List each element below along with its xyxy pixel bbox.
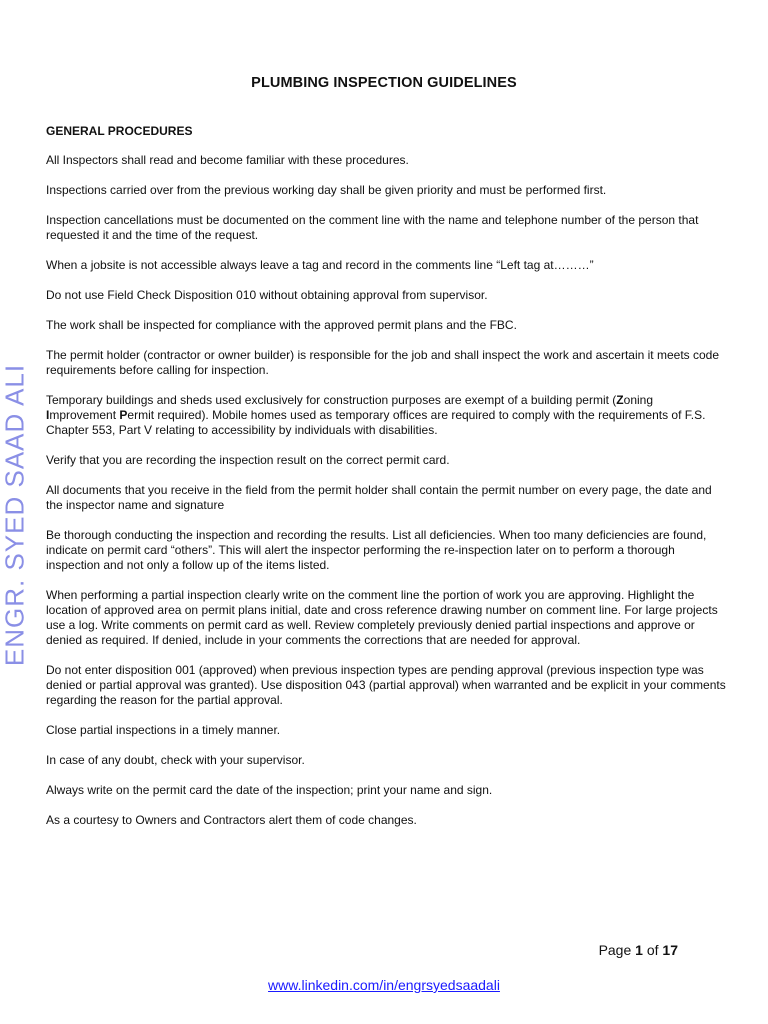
paragraph: Close partial inspections in a timely manner. (46, 723, 281, 737)
paragraph: When a jobsite is not accessible always leave a tag and record in the comments line “Left tag at………” (46, 258, 594, 272)
paragraph: Verify that you are recording the inspection result on the correct permit card. (46, 453, 450, 467)
paragraph: Inspections carried over from the previous working day shall be given priority and must be performed first. (46, 183, 607, 197)
paragraph: All documents that you receive in the field from the permit holder shall contain the permit number on every page, the date and the inspector name and signature (46, 483, 712, 512)
section-heading: GENERAL PROCEDURES (46, 124, 193, 138)
paragraph: Inspection cancellations must be documented on the comment line with the name and telephone number of the person that requested it and the time of the request. (46, 213, 699, 242)
body-text (46, 153, 726, 843)
paragraph: As a courtesy to Owners and Contractors alert them of code changes. (46, 813, 417, 827)
paragraph: Do not enter disposition 001 (approved) when previous inspection types are pending approval (previous inspection type was denied or partial approval was granted). Use disposition 043 (partial approval) when warranted and be explicit in your comments regarding the reason for the partial approval. (46, 663, 726, 707)
page-total: 17 (662, 942, 678, 958)
paragraph: All Inspectors shall read and become familiar with these procedures. (46, 153, 409, 167)
footer (0, 977, 768, 993)
paragraph: Be thorough conducting the inspection and recording the results. List all deficiencies. When too many deficiencies are found, indicate on permit card “others”. This will alert the inspector performing the re-inspection later on to perform a thorough inspection and not only a follow up of the items listed. (46, 528, 707, 572)
page-of: of (646, 942, 659, 958)
watermark-text: ENGR. SYED SAAD ALI (0, 363, 30, 667)
page-number (599, 942, 678, 958)
paragraph: Always write on the permit card the date of the inspection; print your name and sign. (46, 783, 493, 797)
paragraph-with-bold-letters: Temporary buildings and sheds used exclusively for construction purposes are exempt of a building permit (Zoning Improvement Permit required). Mobile homes used as temporary offices are required to comply with the requirements of F.S. Chapter 553, Part V relating to accessibility by individuals with disabilities. (46, 393, 706, 437)
paragraph: The permit holder (contractor or owner builder) is responsible for the job and shall inspect the work and ascertain it meets code requirements before calling for inspection. (46, 348, 720, 377)
page-title: PLUMBING INSPECTION GUIDELINES (251, 75, 517, 91)
vertical-watermark (0, 345, 30, 685)
page-current: 1 (635, 942, 643, 958)
page-label: Page (598, 942, 632, 958)
paragraph: When performing a partial inspection clearly write on the comment line the portion of work you are approving. Highlight the location of approved area on permit plans initial, date and cross reference drawing number on comment line. For large projects use a log. Write comments on permit card as well. Review completely previously denied partial inspections and approve or denied as required. If denied, include in your comments the corrections that are needed for approval. (46, 588, 718, 647)
paragraph: Do not use Field Check Disposition 010 without obtaining approval from supervisor. (46, 288, 488, 302)
paragraph: In case of any doubt, check with your supervisor. (46, 753, 305, 767)
linkedin-link[interactable]: www.linkedin.com/in/engrsyedsaadali (268, 977, 500, 993)
paragraph: The work shall be inspected for compliance with the approved permit plans and the FBC. (46, 318, 517, 332)
